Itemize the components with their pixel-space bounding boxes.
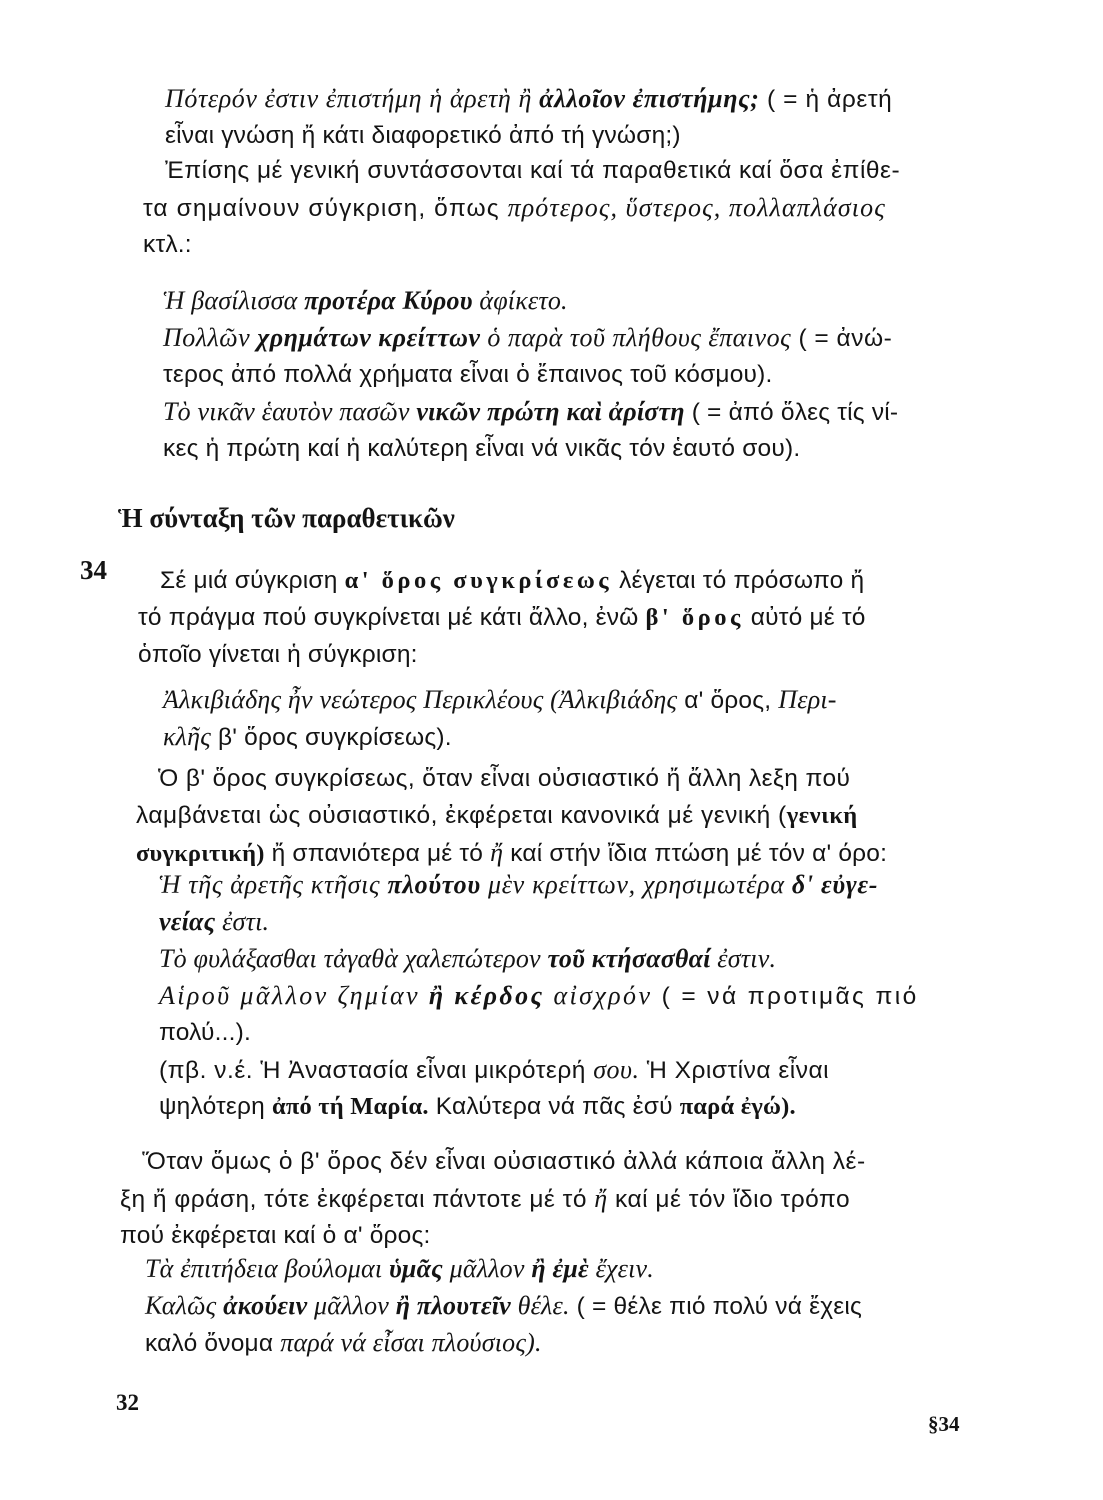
translation: ( = θέλε πιό πολύ νά ἔχεις (569, 1293, 863, 1320)
greek-quote-emphasis: ἀλλοῖον ἐπιστήμης; (539, 84, 760, 113)
greek-quote: Ἡ τῆς ἀρετῆς κτῆσις (159, 870, 388, 899)
page-number: 32 (116, 1390, 139, 1415)
paragraph-question (165, 80, 995, 154)
example-line (145, 1250, 990, 1287)
modern-greek-italic: παρά νά εἶσαι πλούσιος). (280, 1328, 542, 1357)
section-number: 34 (80, 555, 107, 585)
text-line: κτλ.: (143, 231, 192, 258)
greek-quote: Ἀλκιβιάδης ἦν νεώτερος Περικλέους (Ἀλκιβιάδης (163, 685, 678, 714)
term-genitive-comparison: γενική (786, 802, 858, 829)
text-run: τα σημαίνουν σύγκριση, ὅπως (143, 195, 508, 222)
text-run: αὐτό μέ τό (743, 604, 866, 631)
text-run: λαμβάνεται ὡς οὐσιαστικό, ἐκφέρεται κανονικά μέ γενική ( (136, 802, 787, 829)
greek-quote-emphasis: ἢ κέρδος (428, 981, 545, 1010)
greek-quote: Καλῶς (145, 1291, 224, 1320)
greek-quote-emphasis: προτέρα Κύρου (304, 286, 473, 315)
greek-quote: μᾶλλον (442, 1254, 532, 1283)
greek-quote: Πότερόν ἐστιν ἐπιστήμη ἡ ἀρετὴ ἢ (165, 84, 540, 113)
example-line (163, 681, 993, 718)
term-second-element: β' ὅρος (645, 604, 744, 631)
example-line (163, 282, 993, 319)
example-line (145, 1287, 990, 1324)
translation: ( = ἡ ἀρετή (759, 86, 893, 113)
greek-quote-emphasis: ἢ ἐμὲ (531, 1254, 589, 1283)
example-words: πρότερος, ὕστερος, πολλαπλάσιος (507, 193, 886, 222)
greek-quote-emphasis: πλούτου (387, 870, 481, 899)
greek-quote: Αἱροῦ μᾶλλον ζημίαν (159, 981, 429, 1010)
text-line: πού ἐκφέρεται καί ὁ α' ὅρος: (120, 1222, 431, 1249)
greek-quote: ἐστιν. (710, 944, 777, 973)
text-run: (πβ. ν.έ. Ἡ Ἀναστασία εἶναι μικρότερή (159, 1057, 594, 1084)
modern-greek-emphasis: παρά ἐγώ). (679, 1093, 796, 1120)
text-run: καλό ὄνομα (145, 1330, 281, 1357)
text-line: Ὁ β' ὅρος συγκρίσεως, ὅταν εἶναι οὐσιαστικό ἤ ἄλλη λεξη πού (158, 765, 851, 792)
example-line (159, 903, 989, 940)
example-line (159, 866, 989, 903)
example-line (163, 319, 993, 356)
greek-quote-emphasis: χρημάτων κρείττων (257, 323, 481, 352)
greek-quote-emphasis: δ' εὐγε- (791, 870, 879, 899)
text-run: ἤ σπανιότερα μέ τό (264, 840, 491, 867)
example-line (163, 393, 993, 430)
examples-alcibiades (163, 681, 993, 755)
greek-quote: αἰσχρόν (544, 981, 653, 1010)
text-run: τό πράγμα πού συγκρίνεται μέ κάτι ἄλλο, ἐνῶ (138, 604, 646, 631)
text-run: β' ὅρος συγκρίσεως). (211, 724, 452, 751)
example-line (159, 940, 989, 977)
text-line: εἶναι γνώση ἤ κάτι διαφορετικό ἀπό τή γνώση;) (165, 122, 681, 149)
examples-rather (145, 1250, 990, 1361)
translation: ( = νά προτιμᾶς πιό (652, 983, 919, 1010)
term-first-element: α' ὅρος συγκρίσεως (344, 567, 613, 594)
text-run: α' ὅρος, (677, 687, 779, 714)
greek-quote-emphasis: ἀκούειν (223, 1291, 308, 1320)
examples-genitive (163, 282, 993, 467)
translation: ( = ἀνώ- (791, 325, 893, 352)
section-heading: Ἡ σύνταξη τῶν παραθετικῶν (118, 503, 455, 533)
greek-quote: ἔχειν. (588, 1254, 654, 1283)
text-line: ὁποῖο γίνεται ἡ σύγκριση: (138, 641, 418, 668)
greek-quote-emphasis: ὑμᾶς (388, 1254, 443, 1283)
text-run: λέγεται τό πρόσωπο ἤ (612, 567, 865, 594)
greek-quote: μᾶλλον (307, 1291, 396, 1320)
text-run: Καλύτερα νά πᾶς ἐσύ (428, 1093, 680, 1120)
example-line: τερος ἀπό πολλά χρήματα εἶναι ὁ ἔπαινος τοῦ κόσμου). (163, 361, 773, 388)
example-line: πολύ...). (159, 1019, 251, 1046)
greek-quote: ἐστι. (215, 907, 270, 936)
greek-quote: κλῆς (163, 722, 211, 751)
greek-quote-emphasis: τοῦ κτήσασθαί (547, 944, 711, 973)
greek-particle: ἤ (490, 838, 504, 867)
greek-quote-emphasis: ἢ πλουτεῖν (395, 1291, 511, 1320)
text-line: Ὅταν ὅμως ὁ β' ὅρος δέν εἶναι οὐσιαστικό ἀλλά κάποια ἄλλη λέ- (142, 1148, 866, 1175)
greek-quote-emphasis: νικῶν πρώτη καὶ ἀρίστη (416, 397, 685, 426)
greek-quote: Τὸ φυλάξασθαι τἀγαθὰ χαλεπώτερον (159, 944, 548, 973)
paragraph-comparatives-intro (143, 152, 993, 263)
text-line (138, 562, 988, 599)
text-run: Ἡ Χριστίνα εἶναι (639, 1057, 830, 1084)
text-run: Σέ μιά σύγκριση (160, 567, 345, 594)
example-line (159, 1088, 989, 1125)
term-genitive-comparison: συγκριτική) (136, 840, 265, 867)
greek-quote: Πολλῶν (163, 323, 258, 352)
greek-quote: ὁ παρὰ τοῦ πλήθους ἔπαινος (480, 323, 792, 352)
text-run: ψηλότερη (159, 1093, 273, 1120)
section-marker: §34 (928, 1412, 960, 1436)
greek-quote: Περι- (778, 685, 837, 714)
greek-quote: Ἡ βασίλισσα (163, 286, 305, 315)
example-line (145, 1324, 990, 1361)
modern-greek-emphasis: ἀπό τή Μαρία. (272, 1093, 429, 1120)
text-line (165, 80, 995, 117)
text-line (143, 189, 993, 226)
greek-quote-emphasis: νείας (159, 907, 216, 936)
text-line (120, 1180, 990, 1217)
example-line (159, 977, 989, 1014)
text-line (138, 599, 988, 636)
example-line (163, 718, 993, 755)
greek-quote: ἀφίκετο. (472, 286, 568, 315)
modern-greek-italic: σου. (593, 1055, 640, 1084)
paragraph-terms-definition (138, 562, 988, 673)
text-run: ξη ἤ φράση, τότε ἐκφέρεται πάντοτε μέ τό (120, 1186, 595, 1213)
greek-particle: ἤ (594, 1184, 608, 1213)
text-run: καί μέ τόν ἴδιο τρόπο (607, 1186, 851, 1213)
greek-quote: Τὰ ἐπιτήδεια βούλομαι (145, 1254, 389, 1283)
greek-quote: Τὸ νικᾶν ἑαυτὸν πασῶν (163, 397, 417, 426)
text-line (136, 797, 986, 834)
greek-quote: θέλε. (510, 1291, 570, 1320)
paragraph-non-noun (120, 1143, 990, 1254)
examples-virtue (159, 866, 989, 1125)
translation: ( = ἀπό ὅλες τίς νί- (684, 399, 899, 426)
paragraph-second-element (136, 760, 986, 871)
text-run: καί στήν ἴδια πτώση μέ τόν α' όρο: (503, 840, 888, 867)
example-line: κες ἡ πρώτη καί ἡ καλύτερη εἶναι νά νικᾶς τόν ἑαυτό σου). (163, 435, 801, 462)
example-line (159, 1051, 989, 1088)
text-line: Ἐπίσης μέ γενική συντάσσονται καί τά παραθετικά καί ὅσα ἐπίθε- (165, 157, 901, 184)
greek-quote: μὲν κρείττων, χρησιμωτέρα (480, 870, 792, 899)
